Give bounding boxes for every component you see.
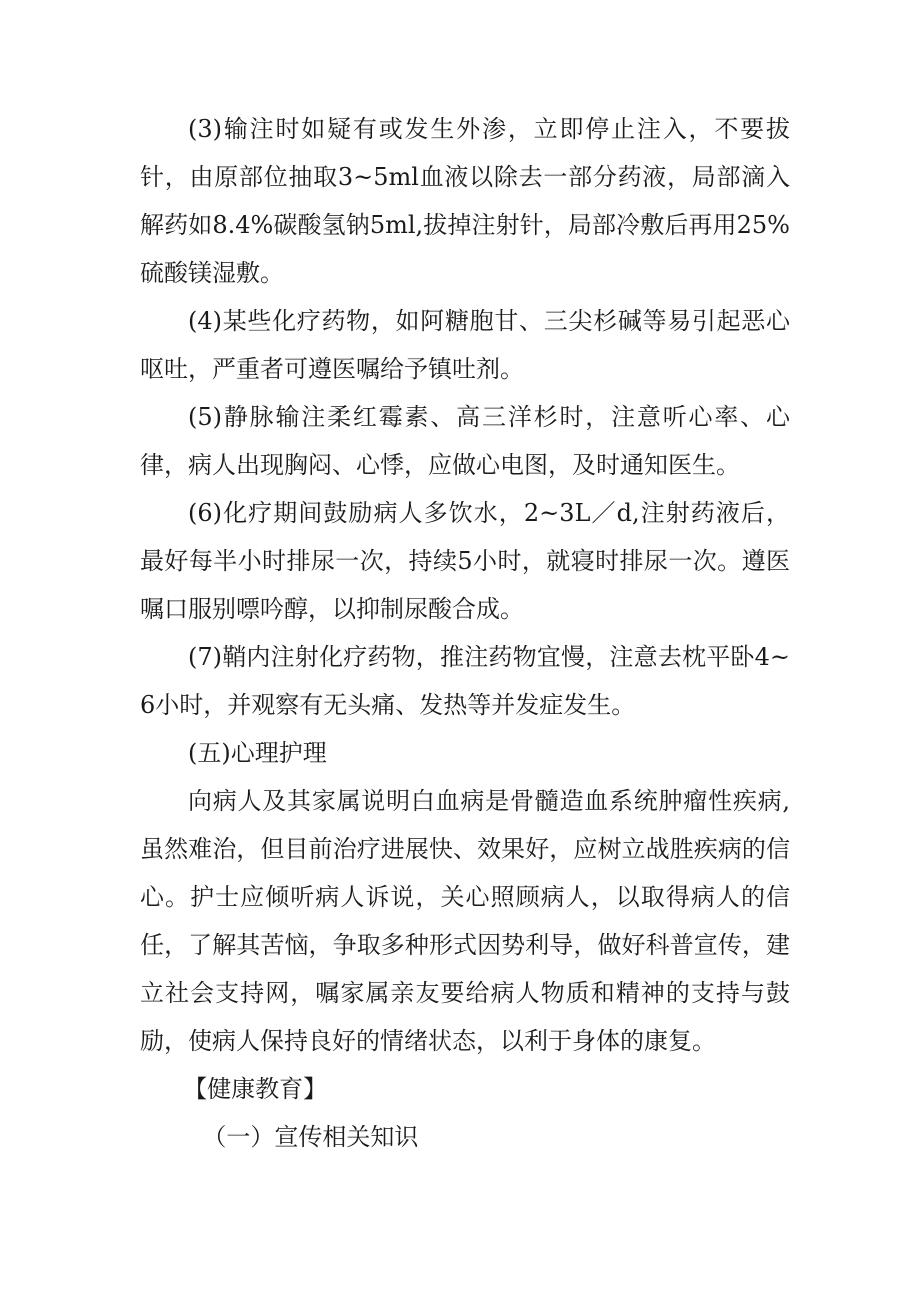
section-heading-health: 【健康教育】 — [183, 1075, 328, 1103]
paragraph-item-7: (7)鞘内注射化疗药物，推注药物宜慢，注意去枕平卧4~6小时，并观察有无头痛、发热等并发症发生。 — [140, 643, 790, 719]
paragraph-item-4: (4)某些化疗药物，如阿糖胞甘、三尖杉碱等易引起恶心呕吐，严重者可遵医嘱给予镇吐剂。 — [140, 307, 790, 383]
paragraph-item-6: (6)化疗期间鼓励病人多饮水，2~3L／d,注射药液后，最好每半小时排尿一次，持续5小时，就寝时排尿一次。遵医嘱口服别嘌吟醇，以抑制尿酸合成。 — [140, 499, 790, 623]
psych-paragraph: 向病人及其家属说明白血病是骨髓造血系统肿瘤性疾病,虽然难治，但目前治疗进展快、效果好，应树立战胜疾病的信心。护士应倾听病人诉说，关心照顾病人，以取得病人的信任，了解其苦恼，争取多种形式因势利导，做好科普宣传，建立社会支持网，嘱家属亲友要给病人物质和精神的支持与鼓励，使病人保持良好的情绪状态，以利于身体的康复。 — [140, 787, 790, 1055]
paragraph-item-3: (3)输注时如疑有或发生外渗，立即停止注入，不要拔针，由原部位抽取3~5ml血液以除去一部分药液，局部滴入解药如8.4%碳酸氢钠5ml,拔掉注射针，局部冷敷后再用25%硫酸镁湿敷。 — [140, 115, 790, 287]
document-body — [140, 105, 790, 1161]
section-heading-psych: (五)心理护理 — [188, 739, 327, 767]
subheading-publicity: （一）宣传相关知识 — [202, 1123, 419, 1151]
paragraph-item-5: (5)静脉输注柔红霉素、高三洋杉时，注意听心率、心律，病人出现胸闷、心悸，应做心电图，及时通知医生。 — [140, 403, 790, 479]
